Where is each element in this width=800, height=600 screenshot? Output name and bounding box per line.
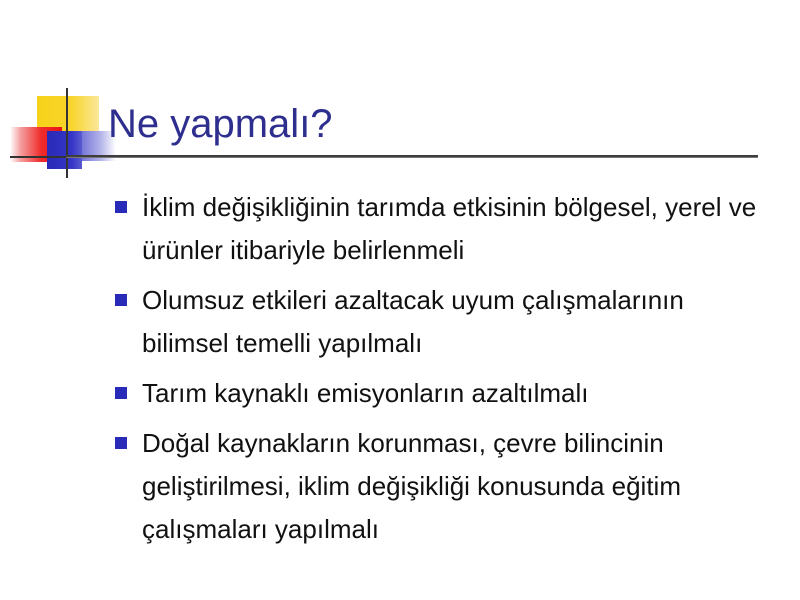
bullet-text: Olumsuz etkileri azaltacak uyum çalışmalarının bilimsel temelli yapılmalı [142,285,684,358]
bullet-item [112,279,772,365]
slide-title: Ne yapmalı? [108,102,333,146]
bullet-item [112,372,772,415]
square-bullet-icon [115,201,127,213]
logo-vertical-line [66,88,68,178]
decorative-squares-logo [0,0,120,190]
square-bullet-icon [115,387,127,399]
bullet-item [112,186,772,272]
square-bullet-icon [115,437,127,449]
bullet-item [112,422,772,551]
bullet-text: Doğal kaynakların korunması, çevre bilincinin geliştirilmesi, iklim değişikliği konusunda eğitim çalışmaları yapılmalı [142,428,681,544]
square-bullet-icon [115,294,127,306]
bullet-text: Tarım kaynaklı emisyonların azaltılmalı [142,378,589,408]
bullet-list [112,186,772,558]
title-underline [66,155,758,158]
blue-square [47,131,82,169]
bullet-text: İklim değişikliğinin tarımda etkisinin bölgesel, yerel ve ürünler itibariyle belirlenmeli [142,192,757,265]
logo-horizontal-line [10,156,68,158]
